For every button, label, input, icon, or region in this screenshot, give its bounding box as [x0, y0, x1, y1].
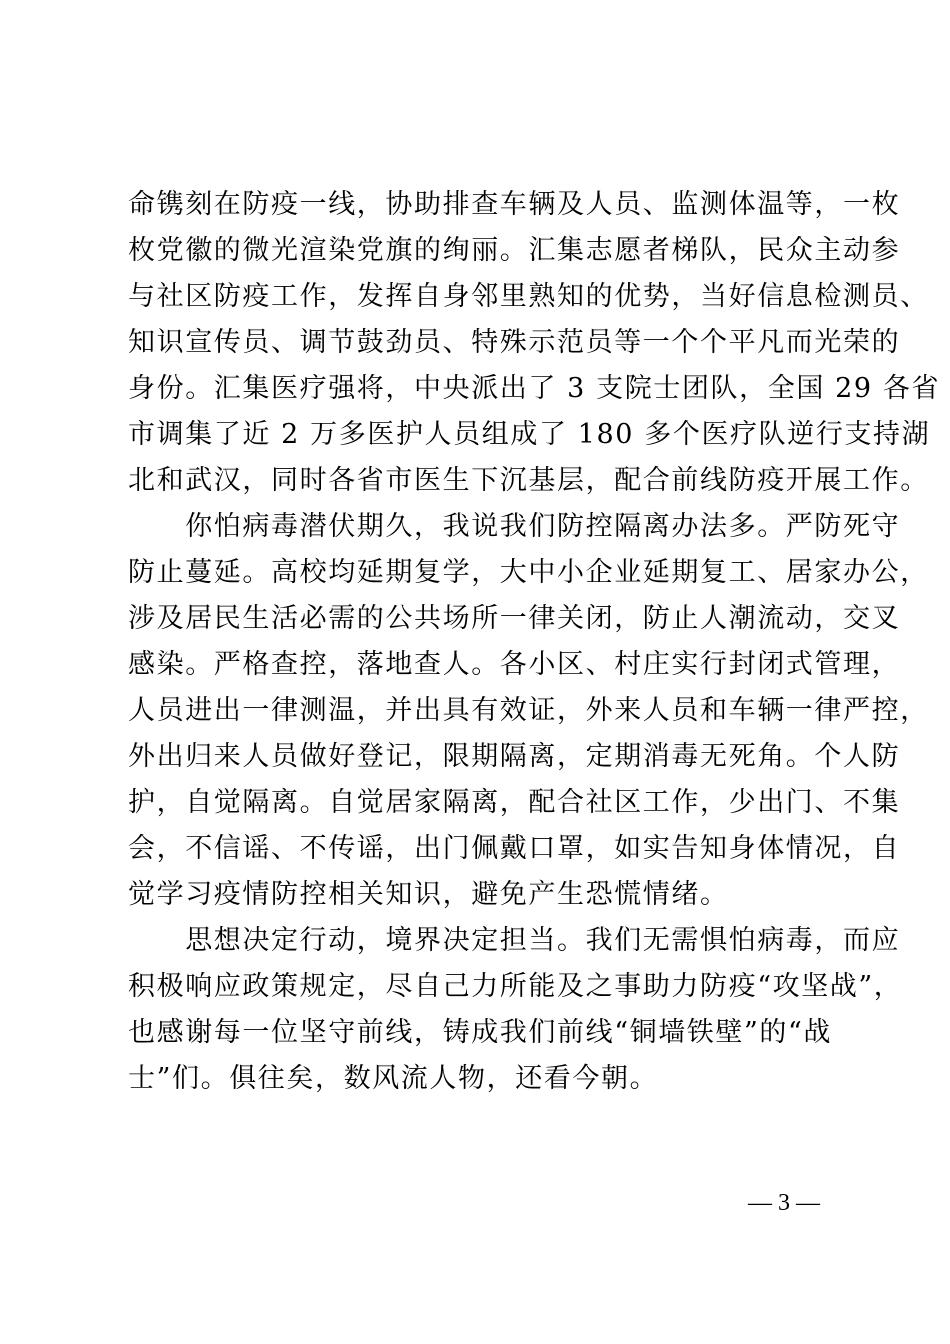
page-number: — 3 —: [748, 1190, 820, 1216]
text-line: 知识宣传员、调节鼓劲员、特殊示范员等一个个平凡而光荣的: [128, 327, 901, 358]
text-line: 积极响应政策规定，尽自己力所能及之事助力防疫“攻坚战”，: [128, 971, 903, 1002]
body-text: [128, 182, 941, 1102]
text-line: 你怕病毒潜伏期久，我说我们防控隔离办法多。严防死守: [128, 511, 901, 542]
text-line: 人员进出一律测温，并出具有效证，外来人员和车辆一律严控，: [128, 695, 929, 726]
text-line: 枚党徽的微光渲染党旗的绚丽。汇集志愿者梯队，民众主动参: [128, 235, 901, 266]
text-line: 护，自觉隔离。自觉居家隔离，配合社区工作，少出门、不集: [128, 787, 901, 818]
text-line: 防止蔓延。高校均延期复学，大中小企业延期复工、居家办公，: [128, 557, 929, 588]
text-line: 身份。汇集医疗强将，中央派出了 3 支院士团队，全国 29 各省: [128, 373, 941, 404]
text-line: 士”们。俱往矣，数风流人物，还看今朝。: [128, 1063, 659, 1094]
text-line: 与社区防疫工作，发挥自身邻里熟知的优势，当好信息检测员、: [128, 281, 929, 312]
text-line: 市调集了近 2 万多医护人员组成了 180 多个医疗队逆行支持湖: [128, 419, 931, 450]
text-line: 涉及居民生活必需的公共场所一律关闭，防止人潮流动，交叉: [128, 603, 901, 634]
text-line: 觉学习疫情防控相关知识，避免产生恐慌情绪。: [128, 879, 729, 910]
text-line: 外出归来人员做好登记，限期隔离，定期消毒无死角。个人防: [128, 741, 901, 772]
text-line: 命镌刻在防疫一线，协助排查车辆及人员、监测体温等，一枚: [128, 189, 901, 220]
text-line: 思想决定行动，境界决定担当。我们无需惧怕病毒，而应: [128, 925, 901, 956]
text-line: 感染。严格查控，落地查人。各小区、村庄实行封闭式管理，: [128, 649, 901, 680]
text-line: 会，不信谣、不传谣，出门佩戴口罩，如实告知身体情况，自: [128, 833, 901, 864]
text-line: 北和武汉，同时各省市医生下沉基层，配合前线防疫开展工作。: [128, 465, 929, 496]
text-line: 也感谢每一位坚守前线，铸成我们前线“铜墙铁壁”的“战: [128, 1017, 833, 1048]
